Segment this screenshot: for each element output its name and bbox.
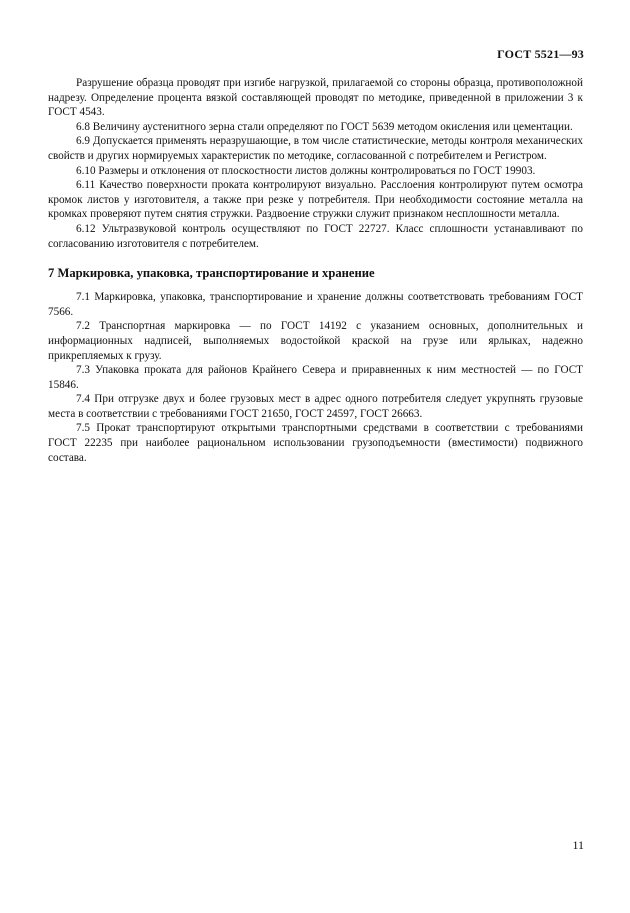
document-code-header: ГОСТ 5521—93 (497, 47, 584, 61)
paragraph-6-9: 6.9 Допускается применять неразрушающие, в том числе статистические, методы контроля механических свойств и других нормируемых характеристик по методике, согласованной с потребителем и Регистром. (48, 135, 583, 162)
paragraph-7-3: 7.3 Упаковка проката для районов Крайнего Севера и приравненных к ним местностей — по ГОСТ 15846. (48, 364, 583, 391)
paragraph-6-7-continuation: Разрушение образца проводят при изгибе нагрузкой, прилагаемой со стороны образца, противоположной надрезу. Определение процента вязкой составляющей проводят по методике, приведенной в приложении 3 к ГОСТ 4543. (48, 77, 583, 119)
page-body (48, 76, 583, 465)
page-number: 11 (572, 838, 584, 852)
paragraph-7-1: 7.1 Маркировка, упаковка, транспортирование и хранение должны соответствовать требованиям ГОСТ 7566. (48, 291, 583, 318)
paragraph-7-2: 7.2 Транспортная маркировка — по ГОСТ 14192 с указанием основных, дополнительных и информационных надписей, выполняемых водостойкой краской на грузе или ярлыках, надежно прикрепляемых к грузу. (48, 320, 583, 362)
paragraph-6-12: 6.12 Ультразвуковой контроль осуществляют по ГОСТ 22727. Класс сплошности устанавливают по согласованию изготовителя с потребителем. (48, 222, 583, 250)
paragraph-6-11: 6.11 Качество поверхности проката контролируют визуально. Расслоения контролируют путем осмотра кромок листов у изготовителя, а также при резке у потребителя. При необходимости состояние металла на кромках проверяют путем снятия стружки. Раздвоение стружки служит признаком несплошности металла. (48, 179, 583, 221)
paragraph-6-10: 6.10 Размеры и отклонения от плоскостности листов должны контролироваться по ГОСТ 19903. (76, 164, 536, 177)
paragraph-6-8: 6.8 Величину аустенитного зерна стали определяют по ГОСТ 5639 методом окисления или цементации. (76, 120, 573, 133)
paragraph-7-4: 7.4 При отгрузке двух и более грузовых мест в адрес одного потребителя следует укрупнять грузовые места в соответствии с требованиями ГОСТ 21650, ГОСТ 24597, ГОСТ 26663. (48, 393, 583, 420)
paragraph-7-5: 7.5 Прокат транспортируют открытыми транспортными средствами в соответствии с требованиями ГОСТ 22235 при наиболее рациональном использовании грузоподъемности (вместимости) подвижного состава. (48, 422, 583, 464)
section-7-heading: 7 Маркировка, упаковка, транспортирование и хранение (48, 266, 375, 281)
